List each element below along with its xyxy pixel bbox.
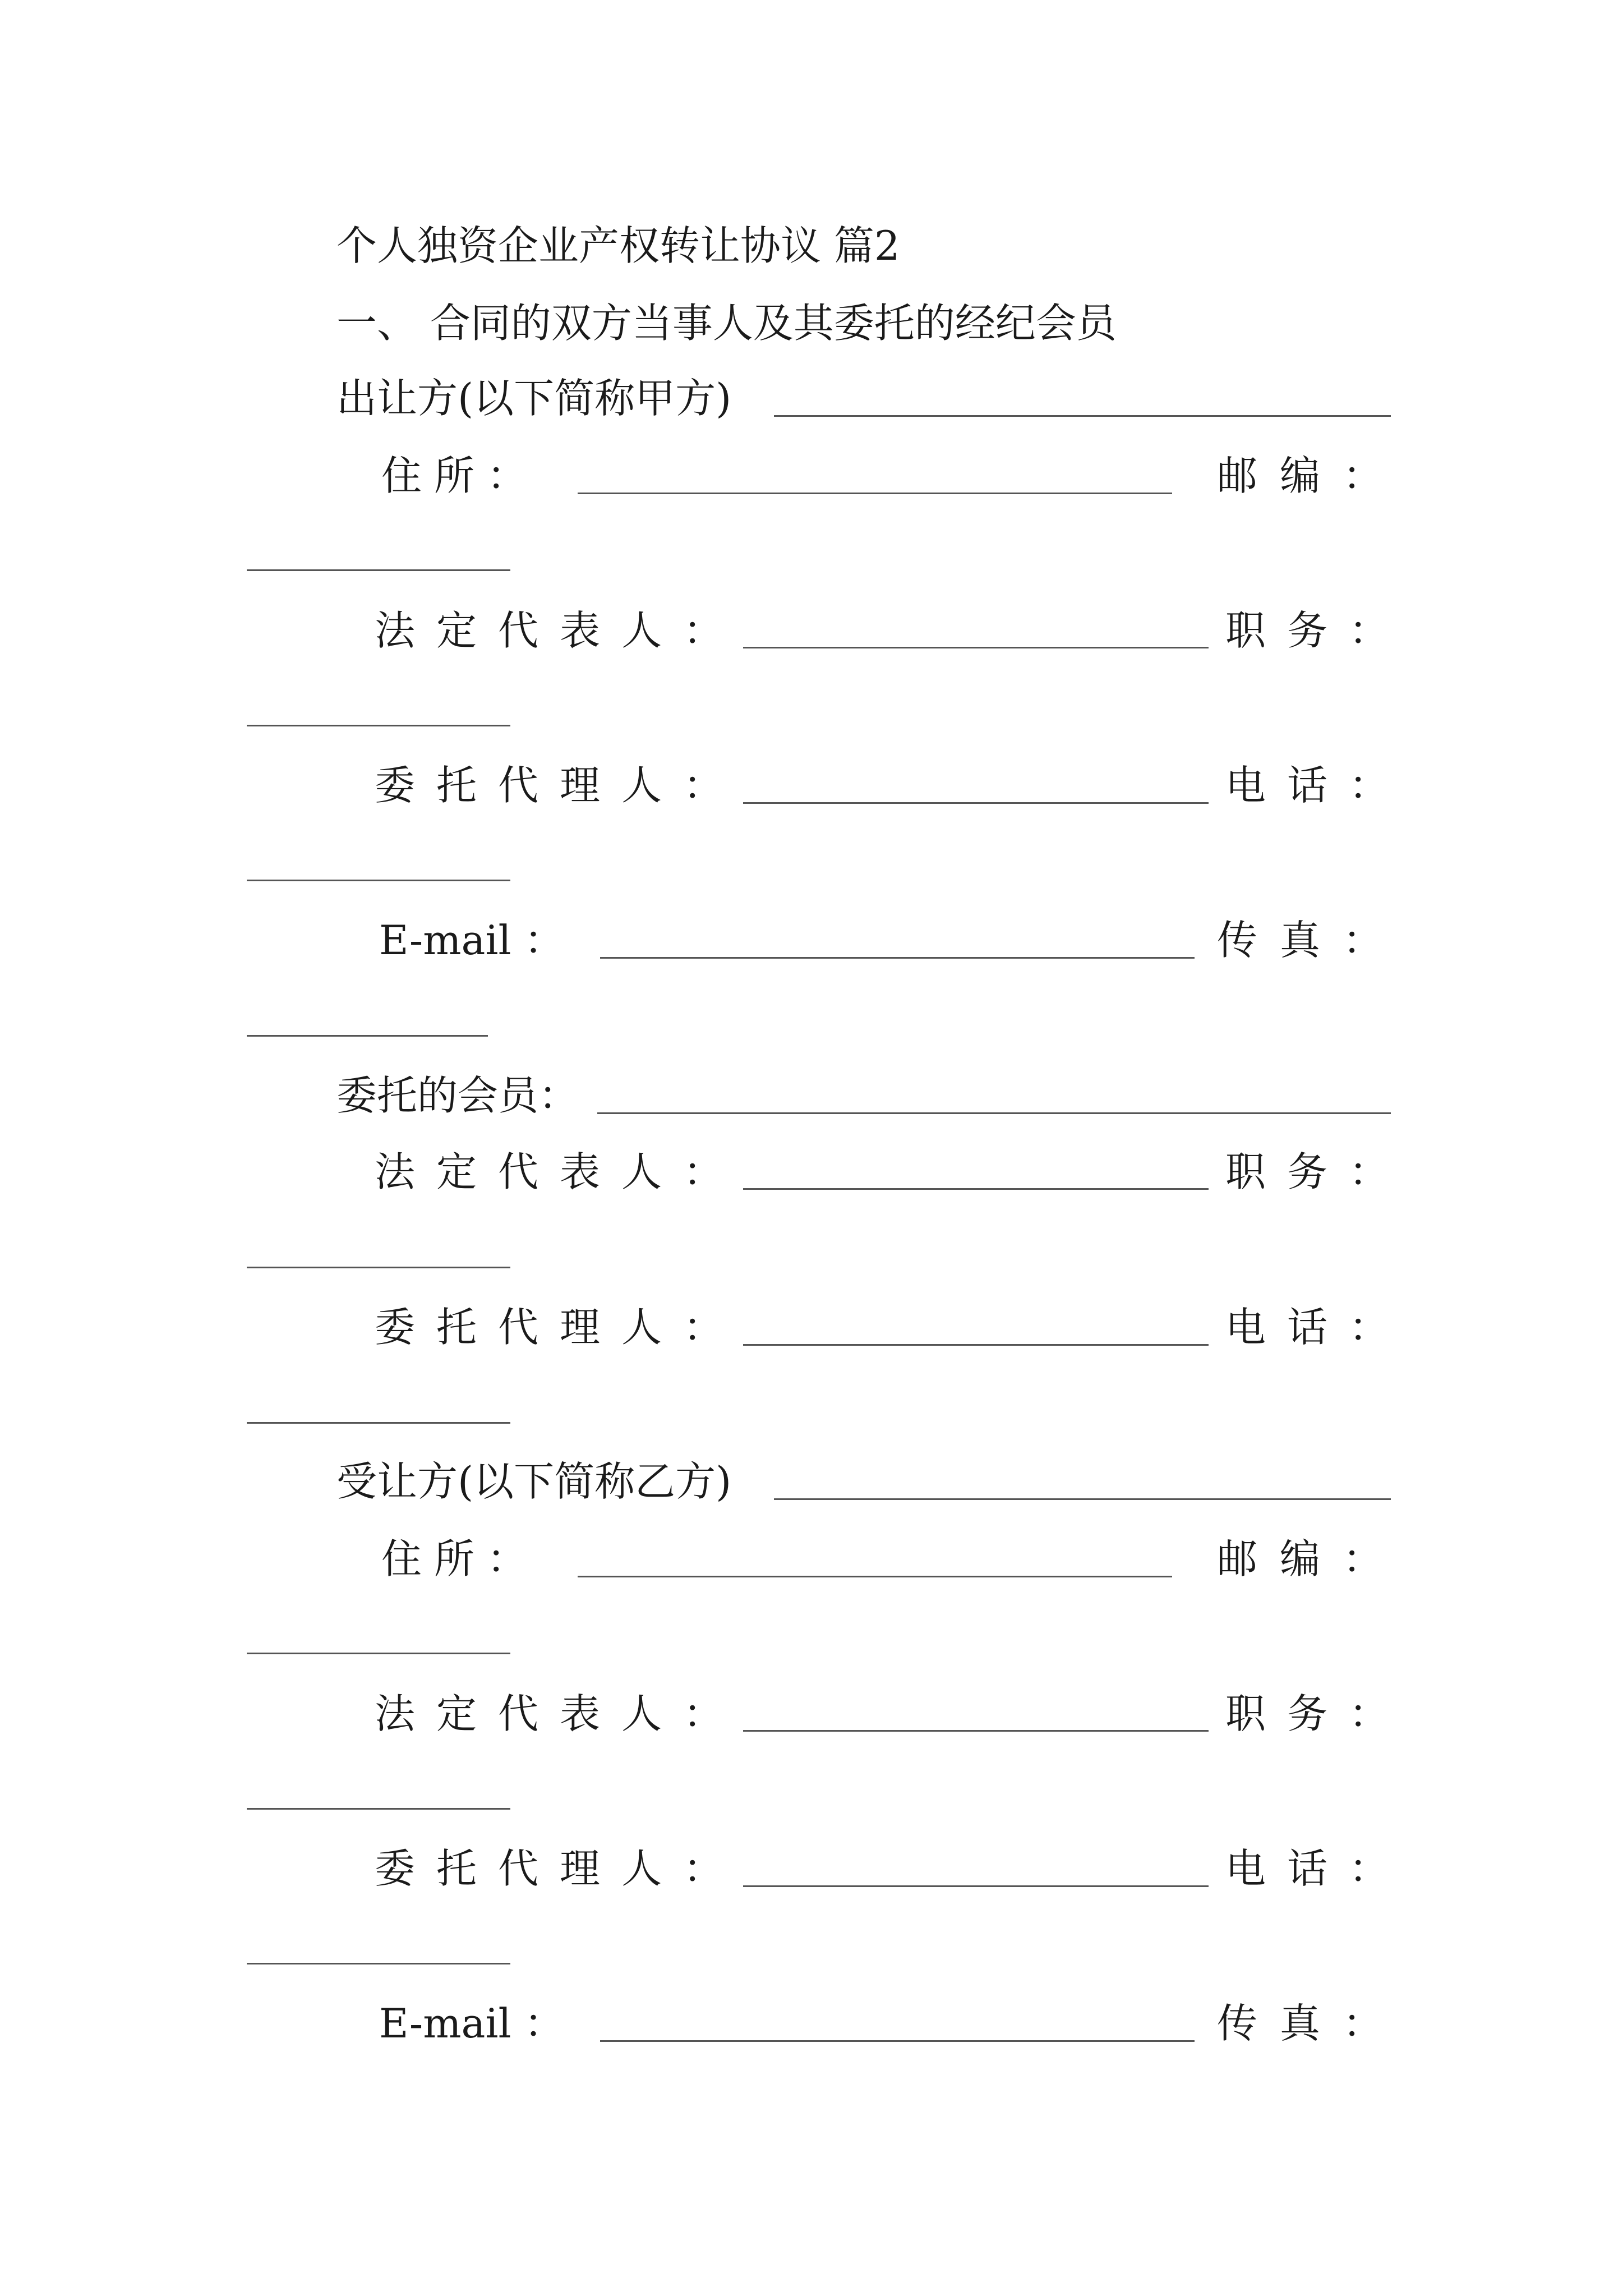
- position-label-a: 职务：: [1225, 607, 1411, 654]
- agent-blank-member[interactable]: [743, 1344, 1209, 1346]
- position-blank-member[interactable]: [247, 1267, 510, 1268]
- position-blank-a[interactable]: [247, 725, 510, 726]
- legal-rep-blank-b[interactable]: [743, 1730, 1209, 1732]
- section-heading: 一、 合同的双方当事人及其委托的经纪会员: [336, 300, 1117, 347]
- member-label-a: 委托的会员：: [336, 1072, 579, 1119]
- address-label-char: 住: [381, 1535, 422, 1582]
- email-blank-a[interactable]: [600, 957, 1195, 959]
- legal-rep-label-b: 法定代表人：: [375, 1690, 745, 1737]
- postcode-label-b: 邮编：: [1217, 1535, 1406, 1582]
- legal-rep-label-a: 法定代表人：: [375, 607, 745, 654]
- address-label-char: 所: [434, 452, 474, 499]
- party-a-blank[interactable]: [774, 415, 1391, 417]
- fax-blank-a[interactable]: [247, 1035, 488, 1037]
- phone-label-member: 电话：: [1225, 1304, 1411, 1351]
- member-blank-a[interactable]: [597, 1112, 1391, 1114]
- address-blank-b[interactable]: [578, 1576, 1172, 1577]
- agent-label-a: 委托代理人：: [375, 762, 745, 809]
- position-label-b: 职务：: [1225, 1690, 1411, 1737]
- party-b-blank[interactable]: [774, 1498, 1391, 1500]
- legal-rep-blank-member[interactable]: [743, 1188, 1209, 1190]
- email-blank-b[interactable]: [600, 2040, 1195, 2042]
- address-label-a: [381, 449, 527, 503]
- fax-label-b: 传真：: [1217, 2000, 1406, 2047]
- email-label-a: E-mail ：: [379, 917, 565, 964]
- address-label-char: ：: [486, 1535, 527, 1582]
- address-label-char: 住: [381, 452, 422, 499]
- position-blank-b[interactable]: [247, 1808, 510, 1810]
- fax-label-a: 传真：: [1217, 917, 1406, 964]
- legal-rep-label-member: 法定代表人：: [375, 1148, 745, 1195]
- agent-blank-b[interactable]: [743, 1885, 1209, 1887]
- postcode-blank-b[interactable]: [247, 1653, 510, 1654]
- document-title: 个人独资企业产权转让协议 篇2: [336, 222, 900, 269]
- address-label-char: ：: [486, 452, 527, 499]
- phone-blank-a[interactable]: [247, 880, 510, 881]
- legal-rep-blank-a[interactable]: [743, 647, 1209, 648]
- party-b-label: 受让方(以下简称乙方): [336, 1458, 732, 1505]
- position-label-member: 职务：: [1225, 1148, 1411, 1195]
- agent-label-member: 委托代理人：: [375, 1304, 745, 1351]
- phone-blank-b[interactable]: [247, 1963, 510, 1964]
- agent-label-b: 委托代理人：: [375, 1845, 745, 1892]
- party-a-label: 出让方(以下简称甲方): [336, 375, 732, 422]
- address-blank-a[interactable]: [578, 493, 1172, 494]
- address-label-char: 所: [434, 1535, 474, 1582]
- phone-blank-member[interactable]: [247, 1422, 510, 1424]
- phone-label-a: 电话：: [1225, 762, 1411, 809]
- address-label-b: [381, 1532, 527, 1586]
- phone-label-b: 电话：: [1225, 1845, 1411, 1892]
- postcode-blank-a[interactable]: [247, 569, 510, 571]
- agent-blank-a[interactable]: [743, 802, 1209, 804]
- email-label-b: E-mail ：: [379, 2000, 565, 2047]
- postcode-label-a: 邮编：: [1217, 452, 1406, 499]
